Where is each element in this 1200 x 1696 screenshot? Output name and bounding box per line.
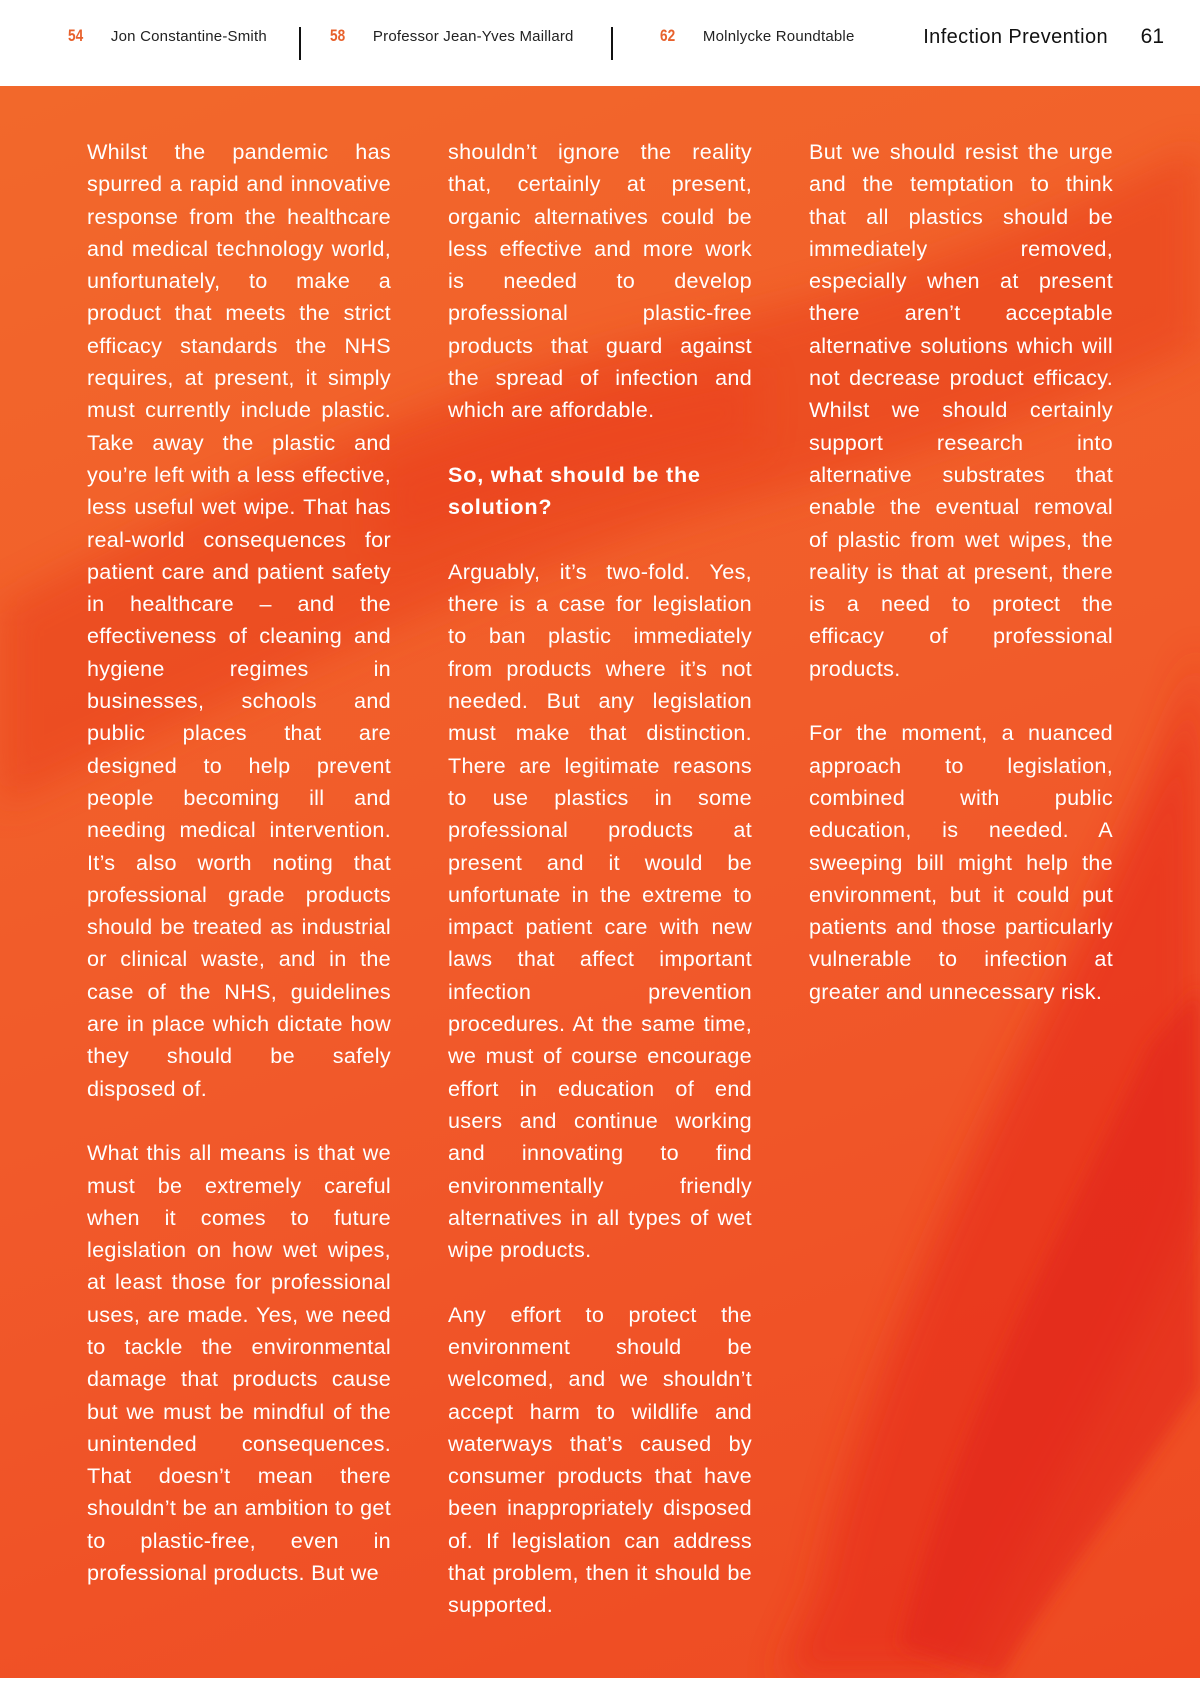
body-paragraph: But we should resist the urge and the temptation to think that all plastics should be immediately removed, especially when at present there aren’t acceptable alternative solutions which will not decrease product efficacy. Whilst we should certainly support research into alternative substrates that enable the eventual removal of plastic from wet wipes, the reality is that at present, there is a need to protect the efficacy of professional products. bbox=[809, 139, 1113, 681]
article-panel bbox=[0, 86, 1200, 1678]
body-paragraph: Any effort to protect the environment should be welcomed, and we shouldn’t accept harm to wildlife and waterways that’s caused by consumer products that have been inappropriately disposed of. If legislation can address that problem, then it should be supported. bbox=[448, 1301, 752, 1618]
body-paragraph: For the moment, a nuanced approach to legislation, combined with public education, is needed. A sweeping bill might help the environment, but it could put patients and those particularly vulnerable to infection at greater and unnecessary risk. bbox=[809, 720, 1113, 1004]
page-number: 61 bbox=[1140, 25, 1164, 48]
body-paragraph: Whilst the pandemic has spurred a rapid and innovative response from the healthcare and medical technology world, unfortunately, to make a product that meets the strict efficacy standards the NHS requires, at present, it simply must currently include plastic. Take away the plastic and you’re left with a less effective, less useful wet wipe. That has real-world consequences for patient care and patient safety in healthcare – and the effectiveness of cleaning and hygiene regimes in businesses, schools and public places that are designed to help prevent people becoming ill and needing medical intervention. It’s also worth noting that professional grade products should be treated as industrial or clinical waste, and in the case of the NHS, guidelines are in place which dictate how they should be safely disposed of. bbox=[87, 139, 391, 1101]
subheading: So, what should be the solution? bbox=[448, 461, 701, 520]
body-paragraph: What this all means is that we must be extremely careful when it comes to future legislation on how wet wipes, at least those for professional uses, are made. Yes, we need to tackle the environmental damage that products cause but we must be mindful of the unintended consequences. That doesn’t mean there shouldn’t be an ambition to get to plastic-free, even in professional products. But we bbox=[87, 1140, 391, 1586]
section-title: Infection Prevention bbox=[923, 26, 1108, 48]
nav-page-number: 54 bbox=[68, 26, 84, 45]
nav-article-name: Professor Jean-Yves Maillard bbox=[372, 28, 574, 45]
article-column-1 bbox=[87, 136, 391, 1589]
article-column-2 bbox=[448, 136, 752, 1622]
body-paragraph: shouldn’t ignore the reality that, certainly at present, organic alternatives could be less effective and more work is needed to develop professional plastic-free products that guard against the spread of infection and which are affordable. bbox=[448, 139, 752, 423]
nav-article-name: Molnlycke Roundtable bbox=[702, 28, 855, 45]
nav-divider bbox=[299, 27, 301, 60]
nav-link-jean-yves-maillard[interactable] bbox=[330, 26, 574, 46]
nav-page-number: 58 bbox=[330, 26, 346, 45]
top-navigation-bar bbox=[0, 0, 1200, 86]
nav-link-jon-constantine-smith[interactable] bbox=[68, 26, 267, 46]
nav-link-molnlycke-roundtable[interactable] bbox=[660, 26, 855, 46]
nav-article-name: Jon Constantine-Smith bbox=[110, 28, 267, 45]
article-column-3 bbox=[809, 136, 1113, 1008]
nav-page-number: 62 bbox=[660, 26, 676, 45]
nav-divider bbox=[611, 27, 613, 60]
body-paragraph: Arguably, it’s two-fold. Yes, there is a case for legislation to ban plastic immediately from products where it’s not needed. But any legislation must make that distinction. There are legitimate reasons to use plastics in some professional products at present and it would be unfortunate in the extreme to impact patient care with new laws that affect important infection prevention procedures. At the same time, we must of course encourage effort in education of end users and continue working and innovating to find environmentally friendly alternatives in all types of wet wipe products. bbox=[448, 558, 752, 1263]
